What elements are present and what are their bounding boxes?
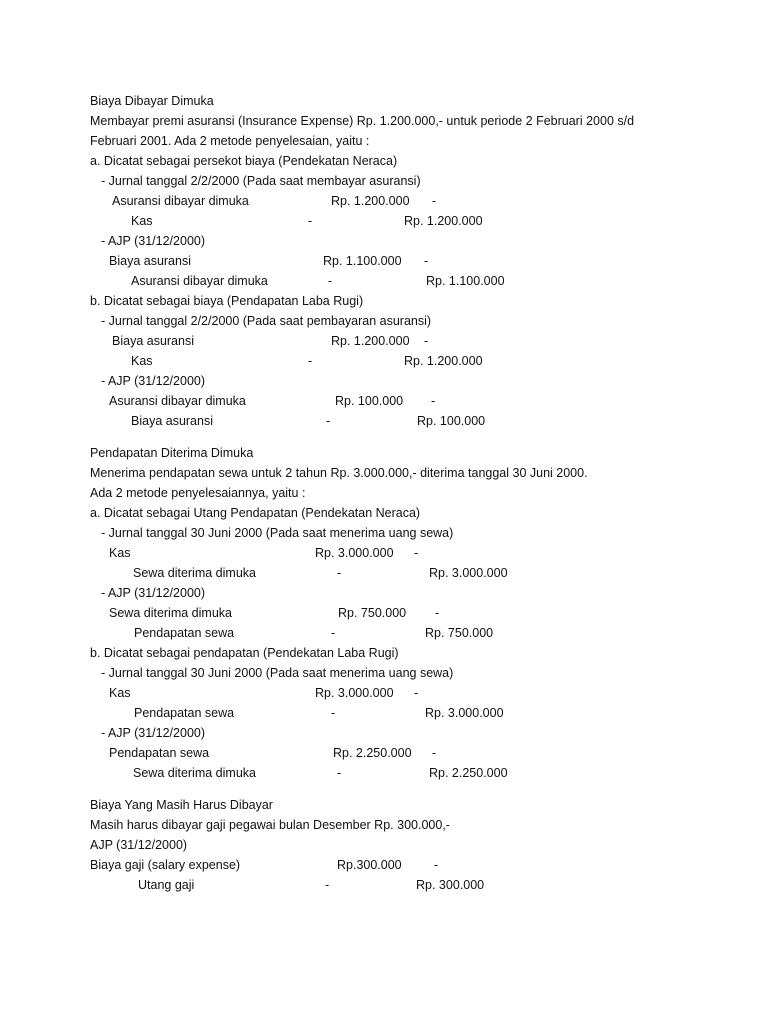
method-heading: b. Dicatat sebagai pendapatan (Pendekatan Laba Rugi) — [90, 646, 399, 660]
journal-account: Pendapatan sewa — [134, 626, 235, 640]
journal-account: Biaya asuransi — [131, 414, 213, 428]
journal-account: Sewa diterima dimuka — [133, 766, 256, 780]
method-heading: b. Dicatat sebagai biaya (Pendapatan Laba Rugi) — [90, 294, 364, 308]
journal-heading: - Jurnal tanggal 30 Juni 2000 (Pada saat menerima uang sewa) — [101, 526, 454, 540]
journal-debit: - — [337, 766, 342, 780]
journal-account: Biaya asuransi — [109, 254, 191, 268]
journal-account: Kas — [131, 214, 153, 228]
method-heading: a. Dicatat sebagai persekot biaya (Pendekatan Neraca) — [90, 154, 398, 168]
journal-credit: - — [424, 334, 429, 348]
journal-debit: - — [331, 706, 336, 720]
journal-debit: Rp. 100.000 — [335, 394, 404, 408]
ajp-heading: AJP (31/12/2000) — [90, 838, 188, 852]
journal-credit: - — [424, 254, 429, 268]
journal-credit: Rp. 1.100.000 — [426, 274, 505, 288]
journal-heading: - Jurnal tanggal 2/2/2000 (Pada saat membayar asuransi) — [101, 174, 421, 188]
journal-debit: Rp. 1.100.000 — [323, 254, 402, 268]
paragraph: Februari 2001. Ada 2 metode penyelesaian, yaitu : — [90, 134, 370, 148]
journal-debit: - — [328, 274, 333, 288]
section-title: Biaya Dibayar Dimuka — [90, 94, 214, 108]
method-heading: a. Dicatat sebagai Utang Pendapatan (Pendekatan Neraca) — [90, 506, 421, 520]
journal-account: Pendapatan sewa — [109, 746, 210, 760]
journal-account: Kas — [131, 354, 153, 368]
journal-debit: - — [326, 414, 331, 428]
journal-debit: Rp. 3.000.000 — [315, 686, 394, 700]
journal-account: Sewa diterima dimuka — [109, 606, 232, 620]
ajp-heading: - AJP (31/12/2000) — [101, 234, 206, 248]
journal-credit: Rp. 2.250.000 — [429, 766, 508, 780]
journal-credit: Rp. 300.000 — [416, 878, 485, 892]
paragraph: Membayar premi asuransi (Insurance Expense) Rp. 1.200.000,- untuk periode 2 Februari 2000 s/d — [90, 114, 635, 128]
journal-account: Pendapatan sewa — [134, 706, 235, 720]
journal-account: Kas — [109, 546, 131, 560]
journal-debit: Rp. 1.200.000 — [331, 334, 410, 348]
journal-credit: Rp. 3.000.000 — [425, 706, 504, 720]
ajp-heading: - AJP (31/12/2000) — [101, 726, 206, 740]
journal-debit: - — [325, 878, 330, 892]
journal-debit: - — [308, 354, 313, 368]
journal-account: Asuransi dibayar dimuka — [112, 194, 249, 208]
journal-credit: - — [432, 746, 437, 760]
journal-credit: - — [432, 194, 437, 208]
journal-heading: - Jurnal tanggal 2/2/2000 (Pada saat pembayaran asuransi) — [101, 314, 432, 328]
journal-credit: Rp. 1.200.000 — [404, 354, 483, 368]
journal-debit: Rp. 2.250.000 — [333, 746, 412, 760]
journal-account: Biaya gaji (salary expense) — [90, 858, 241, 872]
journal-credit: - — [435, 606, 440, 620]
journal-credit: - — [434, 858, 439, 872]
journal-account: Asuransi dibayar dimuka — [109, 394, 246, 408]
journal-account: Utang gaji — [138, 878, 195, 892]
paragraph: Masih harus dibayar gaji pegawai bulan Desember Rp. 300.000,- — [90, 818, 450, 832]
paragraph: Menerima pendapatan sewa untuk 2 tahun Rp. 3.000.000,- diterima tanggal 30 Juni 2000. — [90, 466, 588, 480]
section-title: Biaya Yang Masih Harus Dibayar — [90, 798, 273, 812]
journal-credit: Rp. 750.000 — [425, 626, 494, 640]
journal-credit: - — [414, 686, 419, 700]
section-title: Pendapatan Diterima Dimuka — [90, 446, 254, 460]
journal-heading: - Jurnal tanggal 30 Juni 2000 (Pada saat menerima uang sewa) — [101, 666, 454, 680]
ajp-heading: - AJP (31/12/2000) — [101, 374, 206, 388]
journal-account: Asuransi dibayar dimuka — [131, 274, 268, 288]
journal-account: Kas — [109, 686, 131, 700]
journal-credit: - — [414, 546, 419, 560]
journal-credit: - — [431, 394, 436, 408]
journal-debit: - — [337, 566, 342, 580]
ajp-heading: - AJP (31/12/2000) — [101, 586, 206, 600]
journal-debit: - — [331, 626, 336, 640]
journal-credit: Rp. 100.000 — [417, 414, 486, 428]
paragraph: Ada 2 metode penyelesaiannya, yaitu : — [90, 486, 306, 500]
journal-credit: Rp. 1.200.000 — [404, 214, 483, 228]
journal-account: Sewa diterima dimuka — [133, 566, 256, 580]
journal-debit: Rp.300.000 — [337, 858, 402, 872]
journal-debit: Rp. 3.000.000 — [315, 546, 394, 560]
journal-debit: - — [308, 214, 313, 228]
journal-debit: Rp. 750.000 — [338, 606, 407, 620]
journal-debit: Rp. 1.200.000 — [331, 194, 410, 208]
journal-account: Biaya asuransi — [112, 334, 194, 348]
journal-credit: Rp. 3.000.000 — [429, 566, 508, 580]
